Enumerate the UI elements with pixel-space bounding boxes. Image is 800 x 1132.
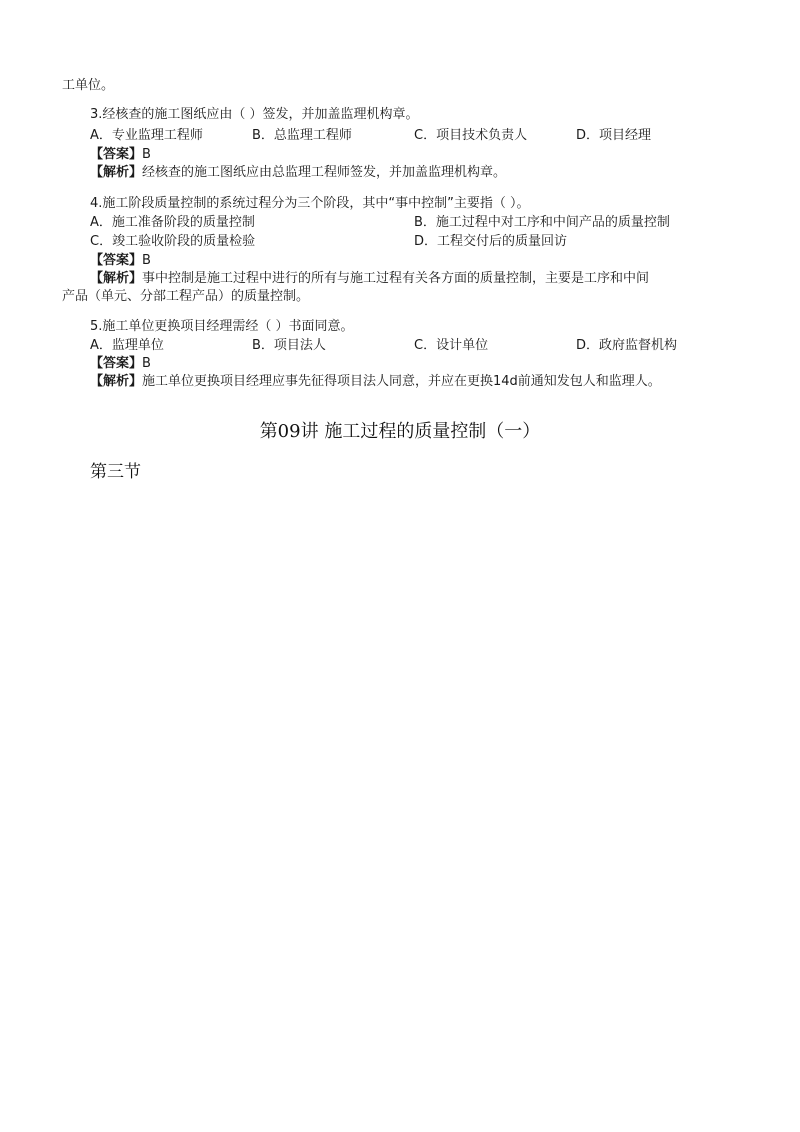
question-5-option-b: B．项目法人 [252,338,326,353]
previous-text-tail: 工单位。 [62,78,115,93]
question-4-option-b: B．施工过程中对工序和中间产品的质量控制 [414,215,670,230]
question-3-analysis [90,164,506,182]
question-3-option-c: C．项目技术负责人 [414,128,528,143]
question-5-analysis [90,373,661,391]
question-4-analysis [90,270,649,288]
question-3-answer [90,146,151,164]
question-4-option-d: D．工程交付后的质量回访 [414,234,568,249]
analysis-tag: 【解析】 [90,374,143,389]
analysis-text: 经核查的施工图纸应由总监理工程师签发，并加盖监理机构章。 [142,165,507,180]
question-4-analysis-continued: 产品（单元、分部工程产品）的质量控制。 [62,289,310,304]
question-5-option-a: A．监理单位 [90,338,164,353]
answer-value: B [142,356,151,371]
question-3-option-b: B．总监理工程师 [252,128,352,143]
answer-value: B [142,147,151,162]
analysis-text: 施工单位更换项目经理应事先征得项目法人同意，并应在更换14d前通知发包人和监理人。 [142,374,661,389]
question-3-option-d: D．项目经理 [576,128,652,143]
section-heading: 第09讲 施工过程的质量控制（一） [259,421,541,442]
question-5-option-c: C．设计单位 [414,338,489,353]
question-4-stem: 4.施工阶段质量控制的系统过程分为三个阶段，其中“事中控制”主要指（ ）。 [90,196,530,211]
answer-tag: 【答案】 [90,147,143,162]
question-5-answer [90,355,151,373]
analysis-tag: 【解析】 [90,271,143,286]
analysis-text: 事中控制是施工过程中进行的所有与施工过程有关各方面的质量控制，主要是工序和中间 [142,271,650,286]
question-5-option-d: D．政府监督机构 [576,338,678,353]
analysis-tag: 【解析】 [90,165,143,180]
question-4-option-a: A．施工准备阶段的质量控制 [90,215,255,230]
subsection-heading: 第三节 [90,462,141,482]
question-4-option-c: C．竣工验收阶段的质量检验 [90,234,256,249]
answer-tag: 【答案】 [90,253,143,268]
question-5-stem: 5.施工单位更换项目经理需经（ ）书面同意。 [90,319,354,334]
question-4-answer [90,252,151,270]
answer-tag: 【答案】 [90,356,143,371]
question-3-stem: 3.经核查的施工图纸应由（ ）签发，并加盖监理机构章。 [90,107,419,122]
question-3-option-a: A．专业监理工程师 [90,128,203,143]
answer-value: B [142,253,151,268]
